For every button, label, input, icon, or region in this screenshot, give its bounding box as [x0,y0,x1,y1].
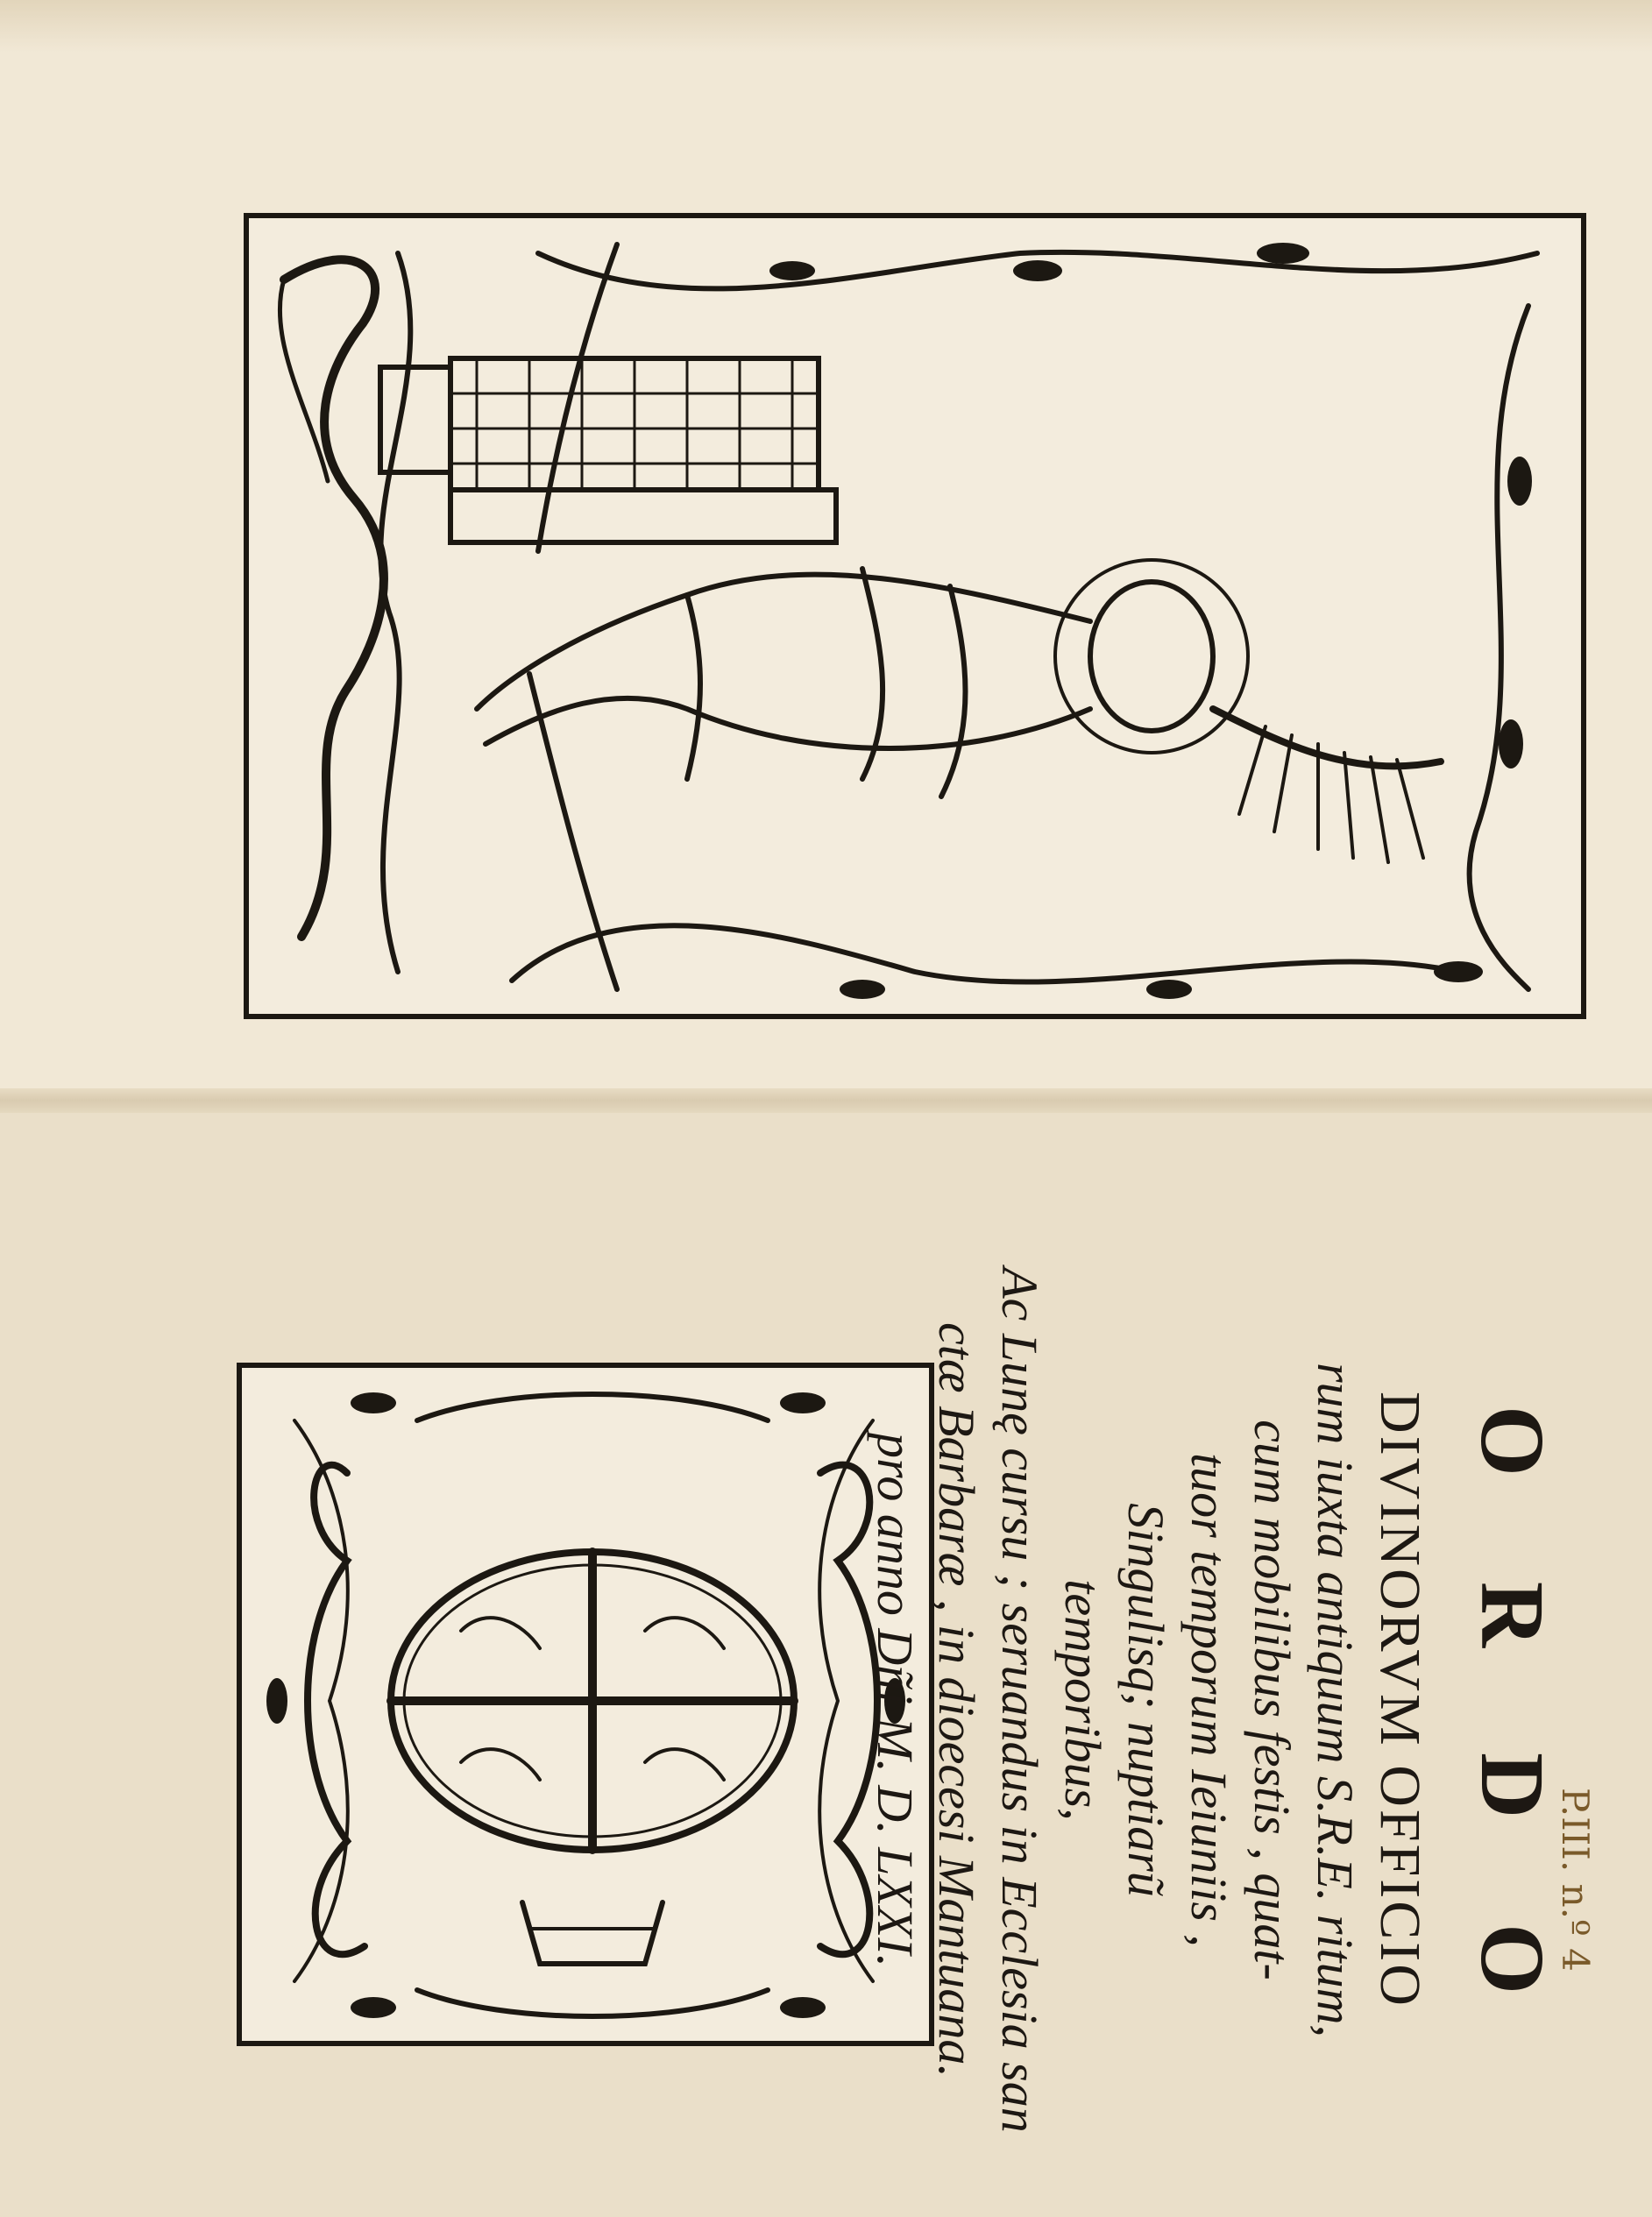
title-line: DIVINORVM OFFICIO [1368,1392,1432,2008]
title-line: ctæ Barbaræ , in dioecesi Mantuana. [928,1322,985,2078]
woodcut-saint-barbara [244,213,1586,1019]
title-line: cum mobilibus festis , quat- [1244,1420,1301,1980]
woodcut-coat-of-arms [237,1363,934,2046]
title-line: pro anno Dñi M. D. LXXI. [867,1432,924,1968]
title-line: temporibus, [1054,1579,1111,1821]
title-line: Ac Lunę cursu ; seruandus in Ecclesia san [991,1267,1048,2133]
title-block [867,1209,1564,2191]
fold-line [0,1088,1652,1113]
coat-of-arms-illustration [242,1368,929,2041]
title-ordo: ORDO [1462,1406,1563,2100]
title-line: Singulisq; nuptiarũ [1117,1503,1174,1897]
title-line: tuor temporum Ieiuniis , [1181,1453,1237,1947]
title-line: rum iuxta antiquum S.R.E. ritum, [1307,1362,1364,2038]
saint-illustration [249,218,1581,1014]
shelf-mark-annotation: P.III. n.º 4 [1554,1788,1597,1972]
torn-edge [0,0,1652,53]
